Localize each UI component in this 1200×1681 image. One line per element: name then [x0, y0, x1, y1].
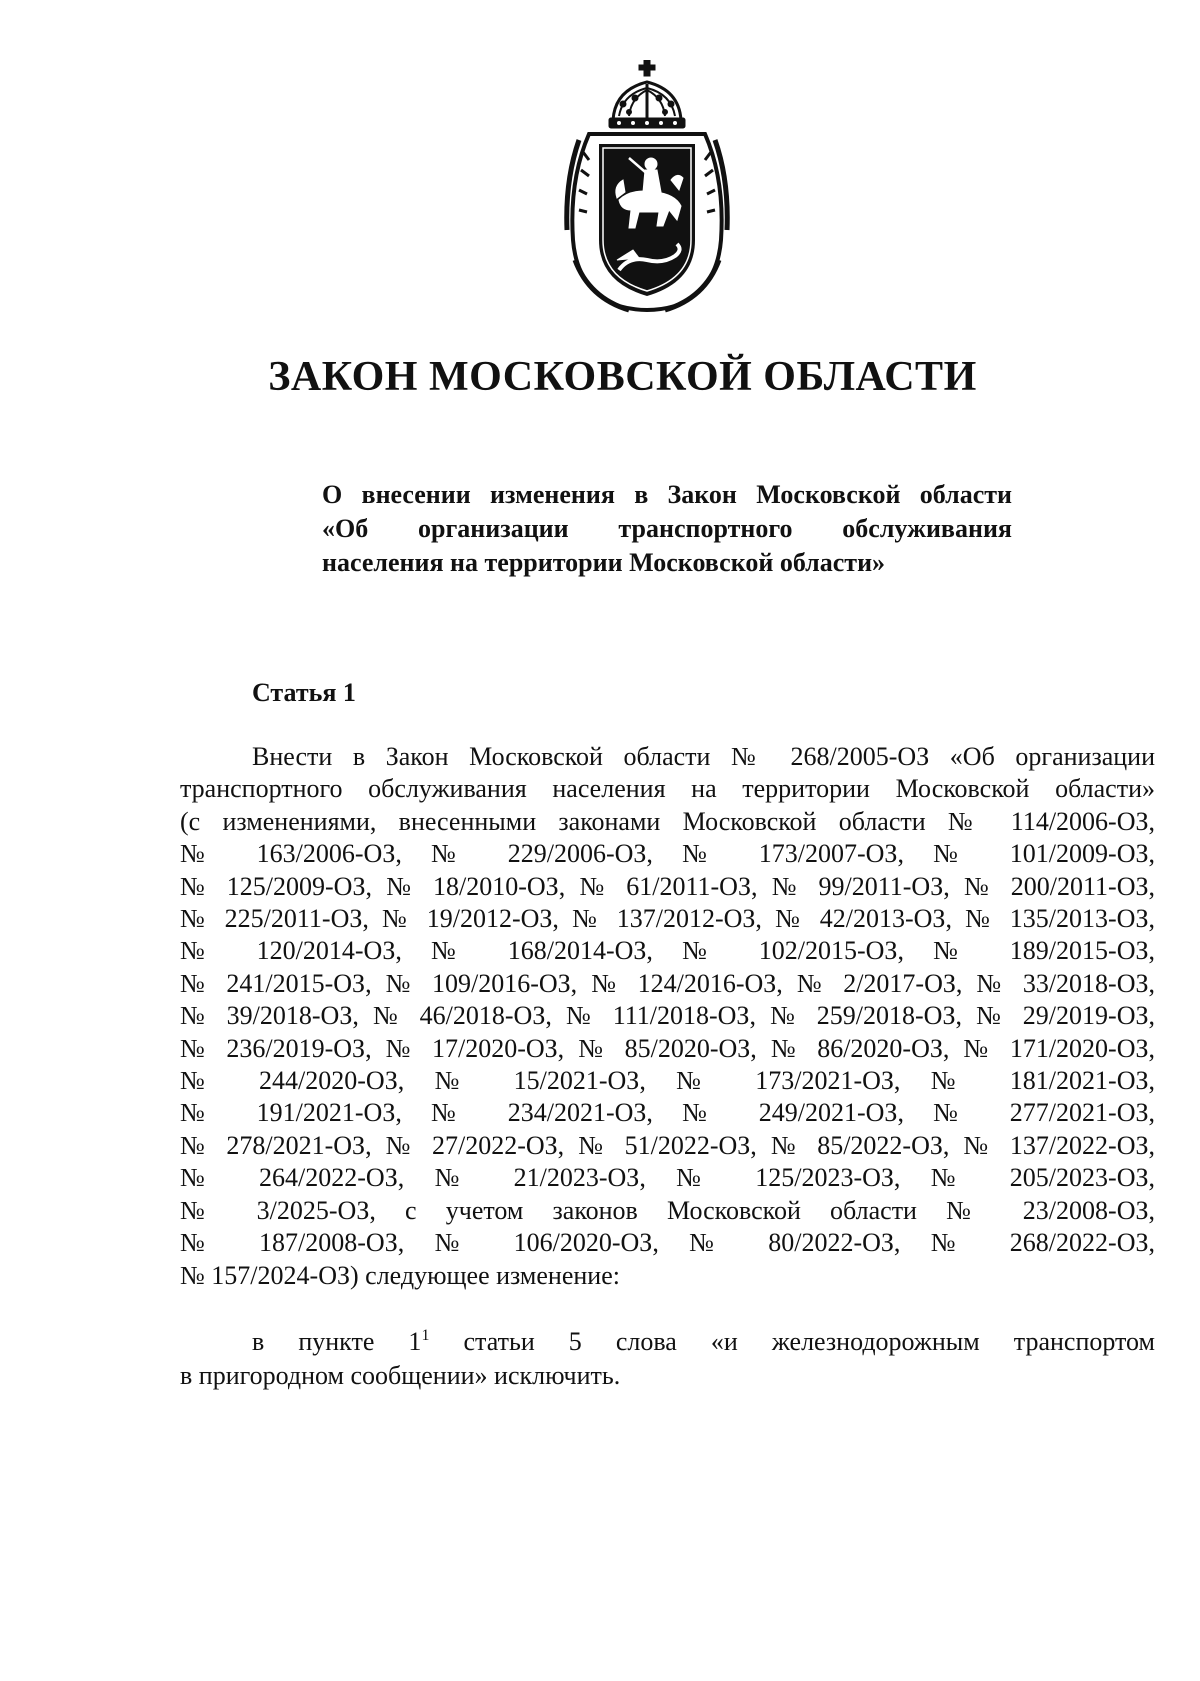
- coat-of-arms-icon: [559, 60, 735, 314]
- subtitle-line: О внесении изменения в Закон Московской области: [322, 480, 1012, 509]
- body-line: № 264/2022-ОЗ, № 21/2023-ОЗ, № 125/2023-ОЗ, № 205/2023-ОЗ,: [180, 1163, 1155, 1193]
- law-title: ЗАКОН МОСКОВСКОЙ ОБЛАСТИ: [268, 354, 977, 400]
- body-line: № 125/2009-ОЗ, № 18/2010-ОЗ, № 61/2011-ОЗ, № 99/2011-ОЗ, № 200/2011-ОЗ,: [180, 871, 1155, 901]
- body-line: (с изменениями, внесенными законами Московской области № 114/2006-ОЗ,: [180, 806, 1155, 836]
- amendment-superscript: 1: [421, 1327, 430, 1344]
- amendment-text: [180, 1325, 1155, 1393]
- body-line: № 191/2021-ОЗ, № 234/2021-ОЗ, № 249/2021-ОЗ, № 277/2021-ОЗ,: [180, 1098, 1155, 1128]
- body-line: № 120/2014-ОЗ, № 168/2014-ОЗ, № 102/2015-ОЗ, № 189/2015-ОЗ,: [180, 936, 1155, 966]
- article-heading: Статья 1: [252, 678, 356, 707]
- body-line: № 244/2020-ОЗ, № 15/2021-ОЗ, № 173/2021-ОЗ, № 181/2021-ОЗ,: [180, 1066, 1155, 1096]
- body-line: № 241/2015-ОЗ, № 109/2016-ОЗ, № 124/2016-ОЗ, № 2/2017-ОЗ, № 33/2018-ОЗ,: [180, 968, 1155, 998]
- body-line: № 225/2011-ОЗ, № 19/2012-ОЗ, № 137/2012-ОЗ, № 42/2013-ОЗ, № 135/2013-ОЗ,: [180, 904, 1155, 934]
- article-body: [180, 741, 1155, 1292]
- body-line: № 39/2018-ОЗ, № 46/2018-ОЗ, № 111/2018-ОЗ, № 259/2018-ОЗ, № 29/2019-ОЗ,: [180, 1001, 1155, 1031]
- subtitle-line: «Об организации транспортного обслуживания: [322, 514, 1012, 543]
- body-line: Внести в Закон Московской области № 268/2005-ОЗ «Об организации: [252, 742, 1155, 771]
- body-line: № 187/2008-ОЗ, № 106/2020-ОЗ, № 80/2022-ОЗ, № 268/2022-ОЗ,: [180, 1228, 1155, 1258]
- amendment-line: [180, 1325, 1155, 1359]
- amendment-part: в пункте 1: [252, 1327, 422, 1356]
- law-subtitle: [322, 478, 1012, 580]
- body-line: № 157/2024-ОЗ) следующее изменение:: [180, 1260, 620, 1290]
- subtitle-line: населения на территории Московской области»: [322, 548, 886, 577]
- body-line: № 278/2021-ОЗ, № 27/2022-ОЗ, № 51/2022-ОЗ, № 85/2022-ОЗ, № 137/2022-ОЗ,: [180, 1130, 1155, 1160]
- body-line: транспортного обслуживания населения на территории Московской области»: [180, 774, 1155, 804]
- body-line: № 236/2019-ОЗ, № 17/2020-ОЗ, № 85/2020-ОЗ, № 86/2020-ОЗ, № 171/2020-ОЗ,: [180, 1033, 1155, 1063]
- amendment-part: статьи 5 слова «и железнодорожным транспортом: [429, 1327, 1156, 1356]
- body-line: № 3/2025-ОЗ, с учетом законов Московской области № 23/2008-ОЗ,: [180, 1195, 1155, 1225]
- body-line: № 163/2006-ОЗ, № 229/2006-ОЗ, № 173/2007-ОЗ, № 101/2009-ОЗ,: [180, 839, 1155, 869]
- amendment-line: в пригородном сообщении» исключить.: [180, 1361, 621, 1390]
